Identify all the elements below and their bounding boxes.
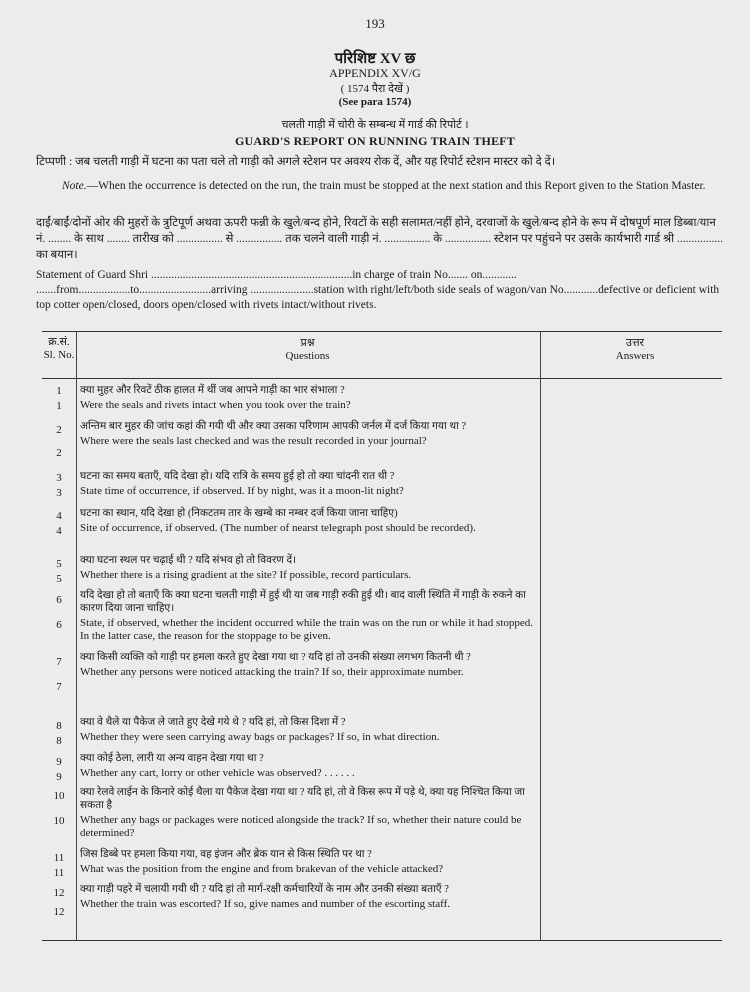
para-reference-english: (See para 1574) <box>338 96 412 108</box>
appendix-title-english: APPENDIX XV/G <box>329 66 421 80</box>
column-header-sl-no-english: Sl. No. <box>43 349 75 361</box>
table-row-number: 4 4 <box>56 510 62 537</box>
column-header-answers-english: Answers <box>615 350 655 362</box>
table-row-question: क्या रेलवे लाईन के किनारे कोई थैला या पैकेज देखा गया था ? यदि हां, तो वे किस रूप में पड़े थे, क्या यह निश्चित किया जा सकता है Whether any bags or packages were noticed alongside the track? If so, whether their nature could be determined? <box>80 787 525 839</box>
table-row-question: क्या वे थैले या पैकेज ले जाते हुए देखे गये थे ? यदि हां, तो किस दिशा में ? Whether they were seen carrying away bags or packages? If so, in what direction. <box>80 717 440 743</box>
table-bottom-rule <box>42 940 722 941</box>
note-text: —When the occurrence is detected on the run, the train must be stopped at the next station and this Report given to the Station Master. <box>86 180 706 192</box>
table-row-number: 2 2 <box>56 424 62 459</box>
note-hindi: टिप्पणी : जब चलती गाड़ी में घटना का पता चले तो गाड़ी को अगले स्टेशन पर अवश्य रोक दें, और यह रिपोर्ट स्टेशन मास्टर को दे दें। <box>36 156 556 168</box>
table-row-question: घटना का स्थान, यदि देखा हो (निकटतम तार के खम्बे का नम्बर दर्ज किया जाना चाहिए) Site of occurrence, if observed. (The number of nearst telegraph post should be recorded). <box>80 508 476 534</box>
note-english <box>36 178 726 194</box>
column-header-sl-no <box>42 336 76 362</box>
statement-hindi: दाईं/बाईं/दोनों ओर की मुहरों के त्रुटिपूर्ण अथवा ऊपरी फन्नी के खुले/बन्द होने, रिवटों के सही सलामत/नहीं होने, दरवाजों के खुले/बन्द होने के रूप में दोषपूर्ण माल डिब्बा/यान नं. ........ के साथ ........ तारीख को ................ से ................ तक चलने वाली गाड़ी नं. ................ के ................ स्टेशन पर पहुंचने पर उसके कार्यभारी गार्ड श्री ................ का बयान। <box>36 217 723 261</box>
table-row-question: जिस डिब्बे पर हमला किया गया, वह इंजन और ब्रेक यान से किस स्थिति पर था ? What was the position from the engine and from brakevan of the vehicle attacked? <box>80 849 444 875</box>
column-divider-no <box>76 331 77 940</box>
table-row-question: क्या किसी व्यक्ति को गाड़ी पर हमला करते हुए देखा गया था ? यदि हां तो उनकी संख्या लगभग कितनी थी ? Whether any persons were noticed attacking the train? If so, their approximate number. <box>80 652 471 678</box>
table-row-question: क्या घटना स्थल पर चढ़ाई थी ? यदि संभव हो तो विवरण दें। Whether there is a rising gradient at the site? If possible, record particulars. <box>80 555 412 581</box>
table-row-question: घटना का समय बताएँ, यदि देखा हो। यदि रात्रि के समय हुई हो तो क्या चांदनी रात थी ? State time of occurrence, if observed. If by night, was it a moon-lit night? <box>80 471 404 497</box>
table-row-number: 10 10 <box>53 790 65 827</box>
column-header-answers-hindi: उत्तर <box>625 337 645 349</box>
appendix-title-hindi: परिशिष्ट XV छ <box>334 51 416 67</box>
table-row-question: क्या गाड़ी पहरे में चलायी गयी थी ? यदि हां तो मार्ग-रक्षी कर्मचारियों के नाम और उनकी संख्या बताएँ ? Whether the train was escorted? If so, give names and number of the escorting staff. <box>80 884 450 910</box>
note-label: Note. <box>62 180 87 192</box>
report-title-english: GUARD'S REPORT ON RUNNING TRAIN THEFT <box>234 134 516 148</box>
table-row-question: यदि देखा हो तो बताएँ कि क्या घटना चलती गाड़ी में हुई थी या जब गाड़ी रुकी हुई थी। बाद वाली स्थिति में गाड़ी के रुकने का कारण दिया जाना चाहिए। State, if observed, whether the incident occurred while the train was on the run or while it had stopped. In the latter case, the reason for the stoppage to be given. <box>80 590 534 642</box>
column-header-questions-english: Questions <box>285 350 330 362</box>
table-top-rule <box>42 331 722 332</box>
table-header-rule <box>42 378 722 379</box>
column-header-questions-hindi: प्रश्न <box>300 337 315 349</box>
report-title-hindi: चलती गाड़ी में चोरी के सम्बन्ध में गार्ड की रिपोर्ट । <box>281 119 469 131</box>
column-header-questions <box>80 337 535 363</box>
para-reference-hindi: ( 1574 पैरा देखें ) <box>340 83 410 95</box>
table-row-number: 3 3 <box>56 472 62 499</box>
table-row-number: 7 7 <box>56 656 62 693</box>
table-row-question: क्या कोई ठेला, लारी या अन्य वाहन देखा गया था ? Whether any cart, lorry or other vehicle was observed? . . . . . . <box>80 753 355 779</box>
table-row-number: 6 6 <box>56 594 62 631</box>
column-divider-answers <box>540 331 541 940</box>
column-header-sl-no-hindi: क्र.सं. <box>48 336 70 348</box>
table-row-number: 1 1 <box>56 385 62 412</box>
table-row-number: 11 11 <box>53 852 65 879</box>
page-number: 193 <box>365 16 385 31</box>
table-row-number: 12 12 <box>53 887 65 918</box>
statement-english: Statement of Guard Shri ......................................................................in charge of train No....... on............ .......from..................to.........................arriving ......................station with right/left/both side seals of wagon/van No............defective or deficient with top cotter open/closed, doors open/closed with rivets intact/without rivets. <box>36 269 720 311</box>
column-header-answers <box>545 337 725 363</box>
table-row-number: 8 8 <box>56 720 62 747</box>
table-row-question: अन्तिम बार मुहर की जांच कहां की गयी थी और क्या उसका परिणाम आपकी जर्नल में दर्ज किया गया था ? Where were the seals last checked and was the result recorded in your journal? <box>80 421 467 447</box>
table-row-number: 9 9 <box>56 756 62 783</box>
table-row-number: 5 5 <box>56 558 62 585</box>
table-row-question: क्या मुहर और रिवटें ठीक हालत में थीं जब आपने गाड़ी का भार संभाला ? Were the seals and rivets intact when you took over the train? <box>80 385 351 411</box>
